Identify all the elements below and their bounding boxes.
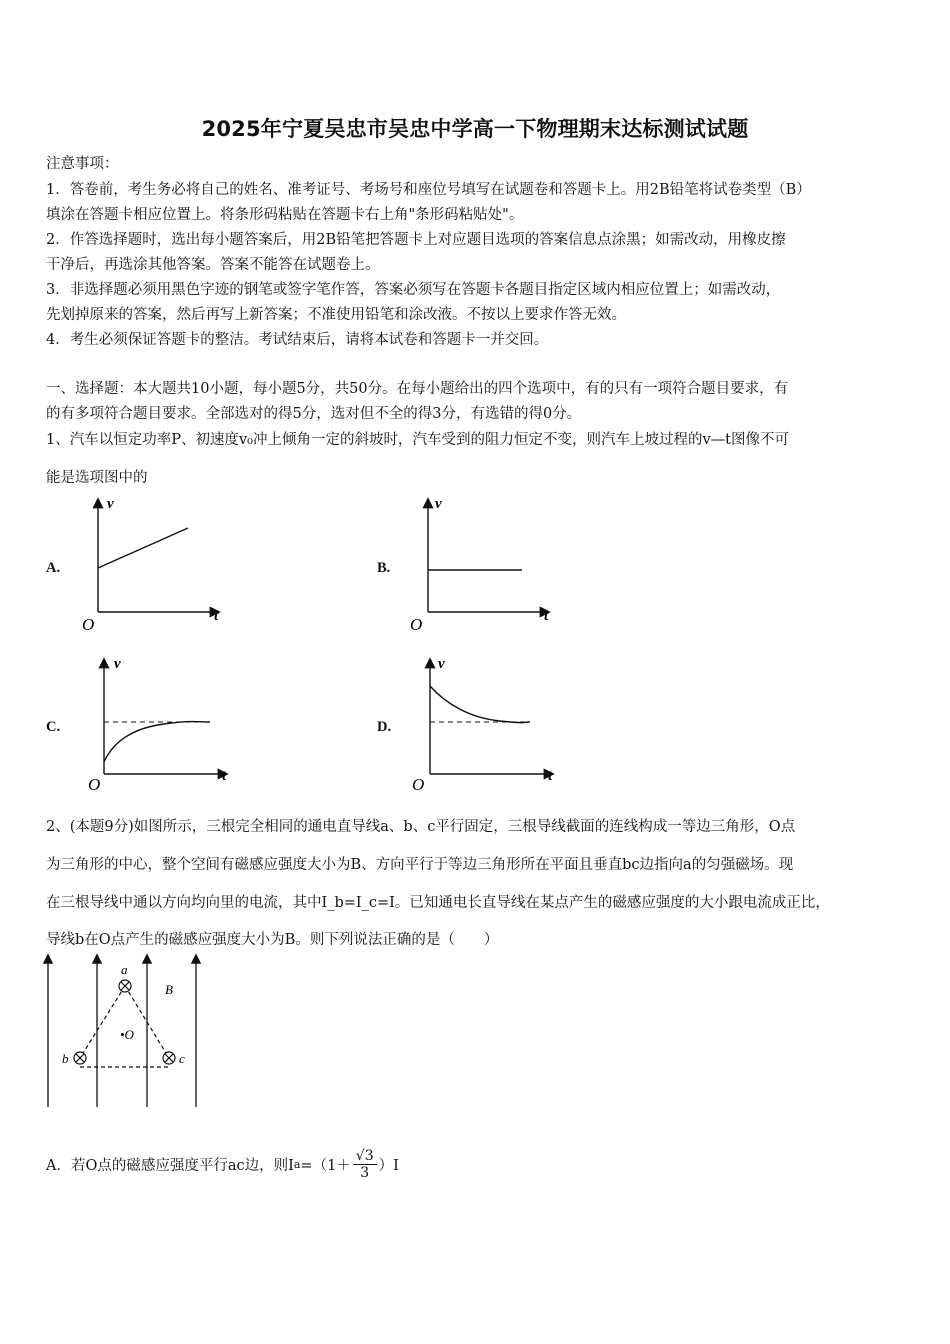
graph-b-t-label: t [544, 608, 549, 624]
page-title: 2025年宁夏吴忠市吴忠中学高一下物理期末达标测试试题 [201, 117, 749, 141]
q2-figure [40, 952, 210, 1112]
q1-stem-line: 1、汽车以恒定功率P、初速度v₀冲上倾角一定的斜坡时，汽车受到的阻力恒定不变，则汽车上坡过程的v—t图像不可 [46, 432, 790, 448]
q1-option-d-label: D. [377, 719, 392, 735]
wire-a [119, 980, 131, 992]
q2-option-a-prefix: A．若O点的磁感应强度平行ac边，则I [46, 1158, 294, 1174]
label-c: c [179, 1051, 185, 1066]
notice-line: 先划掉原来的答案，然后再写上新答案；不准使用铅笔和涂改液。不按以上要求作答无效。 [46, 307, 626, 323]
q2-option-a-suffix: ）I [378, 1158, 399, 1174]
notice-line: 4．考生必须保证答题卡的整洁。考试结束后，请将本试卷和答题卡一并交回。 [46, 332, 549, 348]
q2-stem-line: 在三根导线中通以方向均向里的电流，其中I_b=I_c=I。已知通电长直导线在某点产生的磁感应强度的大小跟电流成正比， [46, 895, 830, 911]
graph-d [410, 652, 560, 792]
q2-stem-line: 导线b在O点产生的磁感应强度大小为B。则下列说法正确的是（ ） [46, 932, 499, 948]
graph-d-v-label: v [438, 656, 445, 672]
graph-c-v-label: v [114, 656, 121, 672]
section-intro-line: 的有多项符合题目要求。全部选对的得5分，选对但不全的得3分，有选错的得0分。 [46, 406, 582, 422]
q2-stem-line: 2、(本题9分)如图所示，三根完全相同的通电直导线a、b、c平行固定，三根导线截面的连线构成一等边三角形，O点 [46, 819, 796, 835]
graph-c-t-label: t [222, 768, 227, 784]
notice-heading: 注意事项： [46, 156, 119, 172]
graph-c-origin: O [88, 775, 101, 792]
q2-option-a [46, 1148, 399, 1181]
notice-line: 干净后，再选涂其他答案。答案不能答在试题卷上。 [46, 257, 380, 273]
label-b: b [62, 1051, 69, 1066]
graph-a-origin: O [82, 615, 95, 634]
q1-option-c-label: C. [46, 719, 61, 735]
fraction-denominator: 3 [360, 1165, 370, 1181]
graph-a [78, 494, 228, 634]
q2-option-a-fraction [353, 1148, 377, 1181]
wire-b [74, 1052, 86, 1064]
q1-option-b-label: B. [377, 560, 391, 576]
graph-d-origin: O [412, 775, 425, 792]
q2-stem-line: 为三角形的中心，整个空间有磁感应强度大小为B、方向平行于等边三角形所在平面且垂直bc边指向a的匀强磁场。现 [46, 857, 794, 873]
graph-c [84, 652, 234, 792]
fraction-numerator: √3 [353, 1148, 377, 1165]
graph-a-curve [98, 528, 188, 568]
q1-option-a-label: A. [46, 560, 61, 576]
section-intro-line: 一、选择题：本大题共10小题，每小题5分，共50分。在每小题给出的四个选项中，有的只有一项符合题目要求，有 [46, 381, 789, 397]
label-o: •O [120, 1027, 134, 1042]
graph-b-v-label: v [435, 496, 442, 512]
graph-b-origin: O [410, 615, 423, 634]
graph-d-curve [430, 686, 530, 723]
label-a: a [121, 962, 128, 977]
graph-d-t-label: t [548, 768, 553, 784]
q1-stem-line: 能是选项图中的 [46, 470, 148, 486]
label-B: B [165, 982, 173, 997]
notice-line: 2．作答选择题时，选出每小题答案后，用2B铅笔把答题卡上对应题目选项的答案信息点涂黑；如需改动，用橡皮擦 [46, 232, 786, 248]
notice-line: 填涂在答题卡相应位置上。将条形码粘贴在答题卡右上角"条形码粘贴处"。 [46, 207, 524, 223]
graph-b [408, 494, 558, 634]
notice-line: 3．非选择题必须用黑色字迹的钢笔或签字笔作答，答案必须写在答题卡各题目指定区域内相应位置上；如需改动， [46, 282, 781, 298]
graph-c-curve [104, 722, 210, 763]
wire-c [163, 1052, 175, 1064]
graph-a-t-label: t [214, 608, 219, 624]
graph-a-v-label: v [107, 496, 114, 512]
q2-option-a-sub: a [293, 1158, 301, 1171]
notice-line: 1．答卷前，考生务必将自己的姓名、准考证号、考场号和座位号填写在试题卷和答题卡上。用2B铅笔将试卷类型（B） [46, 182, 811, 198]
q2-option-a-mid: =（1＋ [300, 1158, 351, 1174]
